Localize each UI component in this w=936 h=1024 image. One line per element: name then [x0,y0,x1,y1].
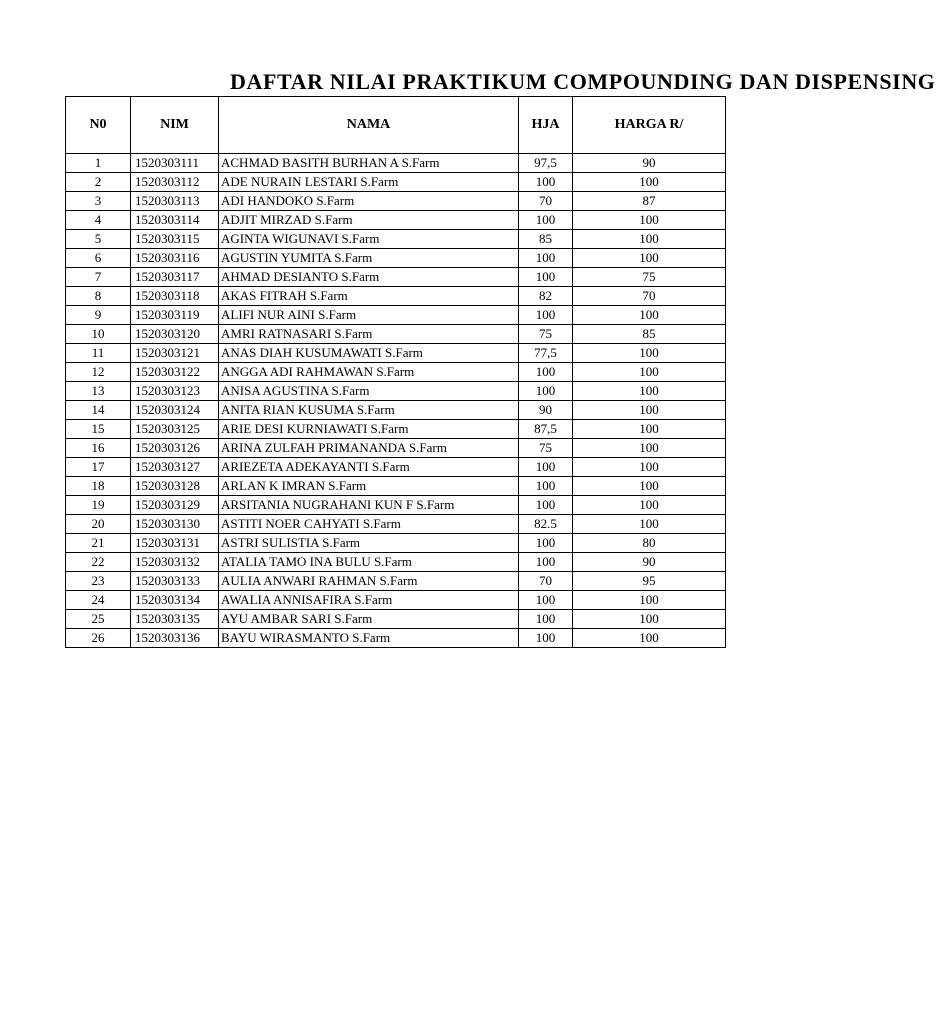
table-header-row [66,97,726,154]
cell-nim: 1520303112 [131,173,219,192]
cell-hja: 82 [519,287,573,306]
cell-hja: 70 [519,572,573,591]
cell-nim: 1520303122 [131,363,219,382]
table-row [66,192,726,211]
cell-nama: ARSITANIA NUGRAHANI KUN F S.Farm [219,496,519,515]
cell-nama: AGINTA WIGUNAVI S.Farm [219,230,519,249]
cell-hja: 100 [519,591,573,610]
cell-nim: 1520303131 [131,534,219,553]
cell-nama: ANISA AGUSTINA S.Farm [219,382,519,401]
cell-hja: 85 [519,230,573,249]
cell-hja: 100 [519,363,573,382]
cell-no: 17 [66,458,131,477]
cell-harga: 100 [573,629,726,648]
cell-harga: 85 [573,325,726,344]
cell-no: 13 [66,382,131,401]
cell-nim: 1520303136 [131,629,219,648]
table-row [66,572,726,591]
cell-hja: 87,5 [519,420,573,439]
cell-no: 21 [66,534,131,553]
cell-hja: 100 [519,382,573,401]
cell-hja: 100 [519,534,573,553]
table-row [66,211,726,230]
cell-harga: 75 [573,268,726,287]
cell-no: 22 [66,553,131,572]
cell-nama: AULIA ANWARI RAHMAN S.Farm [219,572,519,591]
cell-hja: 100 [519,610,573,629]
cell-hja: 100 [519,496,573,515]
cell-hja: 75 [519,325,573,344]
table-row [66,439,726,458]
cell-nama: AHMAD DESIANTO S.Farm [219,268,519,287]
cell-harga: 100 [573,515,726,534]
table-row [66,344,726,363]
cell-no: 14 [66,401,131,420]
cell-harga: 90 [573,154,726,173]
table-row [66,306,726,325]
document-title: DAFTAR NILAI PRAKTIKUM COMPOUNDING DAN DISPENSING [230,69,936,94]
cell-nim: 1520303129 [131,496,219,515]
cell-hja: 90 [519,401,573,420]
cell-no: 18 [66,477,131,496]
grade-sheet [65,96,684,652]
table-row [66,173,726,192]
cell-nim: 1520303119 [131,306,219,325]
cell-nim: 1520303124 [131,401,219,420]
cell-nama: ALIFI NUR AINI S.Farm [219,306,519,325]
cell-nama: ANITA RIAN KUSUMA S.Farm [219,401,519,420]
cell-harga: 100 [573,363,726,382]
cell-hja: 100 [519,173,573,192]
cell-hja: 100 [519,477,573,496]
cell-harga: 100 [573,477,726,496]
cell-harga: 100 [573,439,726,458]
table-row [66,515,726,534]
table-row [66,458,726,477]
cell-harga: 100 [573,591,726,610]
table-row [66,591,726,610]
table-row [66,382,726,401]
cell-nim: 1520303117 [131,268,219,287]
cell-nim: 1520303130 [131,515,219,534]
cell-nim: 1520303134 [131,591,219,610]
cell-nim: 1520303118 [131,287,219,306]
cell-nama: ADJIT MIRZAD S.Farm [219,211,519,230]
cell-harga: 70 [573,287,726,306]
cell-harga: 100 [573,496,726,515]
table-row [66,610,726,629]
cell-nama: ASTITI NOER CAHYATI S.Farm [219,515,519,534]
cell-nama: ADE NURAIN LESTARI S.Farm [219,173,519,192]
table-body [66,154,726,648]
cell-no: 24 [66,591,131,610]
cell-nama: BAYU WIRASMANTO S.Farm [219,629,519,648]
cell-harga: 100 [573,458,726,477]
cell-nama: ARINA ZULFAH PRIMANANDA S.Farm [219,439,519,458]
cell-nama: ANGGA ADI RAHMAWAN S.Farm [219,363,519,382]
cell-nim: 1520303121 [131,344,219,363]
cell-nama: ANAS DIAH KUSUMAWATI S.Farm [219,344,519,363]
cell-no: 16 [66,439,131,458]
table-row [66,420,726,439]
cell-nama: AKAS FITRAH S.Farm [219,287,519,306]
cell-no: 2 [66,173,131,192]
cell-no: 15 [66,420,131,439]
cell-harga: 100 [573,610,726,629]
cell-no: 4 [66,211,131,230]
table-row [66,401,726,420]
cell-nama: ARLAN K IMRAN S.Farm [219,477,519,496]
cell-harga: 100 [573,173,726,192]
cell-hja: 100 [519,268,573,287]
column-header-harga: HARGA R/ [573,97,726,154]
column-header-hja: HJA [519,97,573,154]
table-row [66,534,726,553]
cell-harga: 100 [573,230,726,249]
cell-no: 20 [66,515,131,534]
table-row [66,154,726,173]
table-row [66,230,726,249]
cell-hja: 100 [519,458,573,477]
cell-no: 19 [66,496,131,515]
table-row [66,477,726,496]
cell-hja: 100 [519,553,573,572]
cell-harga: 100 [573,420,726,439]
cell-nama: AYU AMBAR SARI S.Farm [219,610,519,629]
column-header-no: N0 [66,97,131,154]
table-row [66,249,726,268]
cell-nama: ARIE DESI KURNIAWATI S.Farm [219,420,519,439]
cell-harga: 100 [573,211,726,230]
cell-nim: 1520303127 [131,458,219,477]
cell-nama: ASTRI SULISTIA S.Farm [219,534,519,553]
cell-nama: AMRI RATNASARI S.Farm [219,325,519,344]
cell-nama: ACHMAD BASITH BURHAN A S.Farm [219,154,519,173]
cell-no: 6 [66,249,131,268]
column-header-nama: NAMA [219,97,519,154]
cell-harga: 100 [573,401,726,420]
cell-no: 10 [66,325,131,344]
cell-hja: 100 [519,211,573,230]
cell-harga: 87 [573,192,726,211]
cell-hja: 77,5 [519,344,573,363]
cell-nim: 1520303123 [131,382,219,401]
cell-no: 9 [66,306,131,325]
cell-hja: 100 [519,249,573,268]
table-row [66,325,726,344]
cell-nim: 1520303128 [131,477,219,496]
cell-no: 1 [66,154,131,173]
cell-hja: 70 [519,192,573,211]
document-title-container [0,67,936,97]
cell-no: 23 [66,572,131,591]
cell-nim: 1520303111 [131,154,219,173]
cell-nim: 1520303132 [131,553,219,572]
cell-nim: 1520303113 [131,192,219,211]
cell-hja: 82.5 [519,515,573,534]
cell-nama: ADI HANDOKO S.Farm [219,192,519,211]
cell-nama: AWALIA ANNISAFIRA S.Farm [219,591,519,610]
cell-no: 26 [66,629,131,648]
cell-no: 7 [66,268,131,287]
grade-table [65,96,726,648]
cell-nim: 1520303120 [131,325,219,344]
cell-hja: 97,5 [519,154,573,173]
cell-nim: 1520303116 [131,249,219,268]
table-row [66,363,726,382]
cell-nim: 1520303126 [131,439,219,458]
cell-no: 25 [66,610,131,629]
cell-hja: 100 [519,629,573,648]
table-row [66,287,726,306]
cell-nama: AGUSTIN YUMITA S.Farm [219,249,519,268]
column-header-nim: NIM [131,97,219,154]
cell-hja: 100 [519,306,573,325]
cell-no: 12 [66,363,131,382]
cell-no: 11 [66,344,131,363]
cell-harga: 100 [573,306,726,325]
cell-nama: ARIEZETA ADEKAYANTI S.Farm [219,458,519,477]
cell-hja: 75 [519,439,573,458]
cell-nim: 1520303125 [131,420,219,439]
cell-harga: 100 [573,344,726,363]
cell-no: 8 [66,287,131,306]
cell-nim: 1520303114 [131,211,219,230]
table-row [66,553,726,572]
cell-nim: 1520303133 [131,572,219,591]
cell-nim: 1520303135 [131,610,219,629]
cell-no: 3 [66,192,131,211]
cell-harga: 90 [573,553,726,572]
table-row [66,268,726,287]
table-row [66,496,726,515]
cell-nim: 1520303115 [131,230,219,249]
cell-harga: 100 [573,249,726,268]
cell-harga: 80 [573,534,726,553]
cell-harga: 100 [573,382,726,401]
cell-harga: 95 [573,572,726,591]
cell-no: 5 [66,230,131,249]
table-row [66,629,726,648]
cell-nama: ATALIA TAMO INA BULU S.Farm [219,553,519,572]
